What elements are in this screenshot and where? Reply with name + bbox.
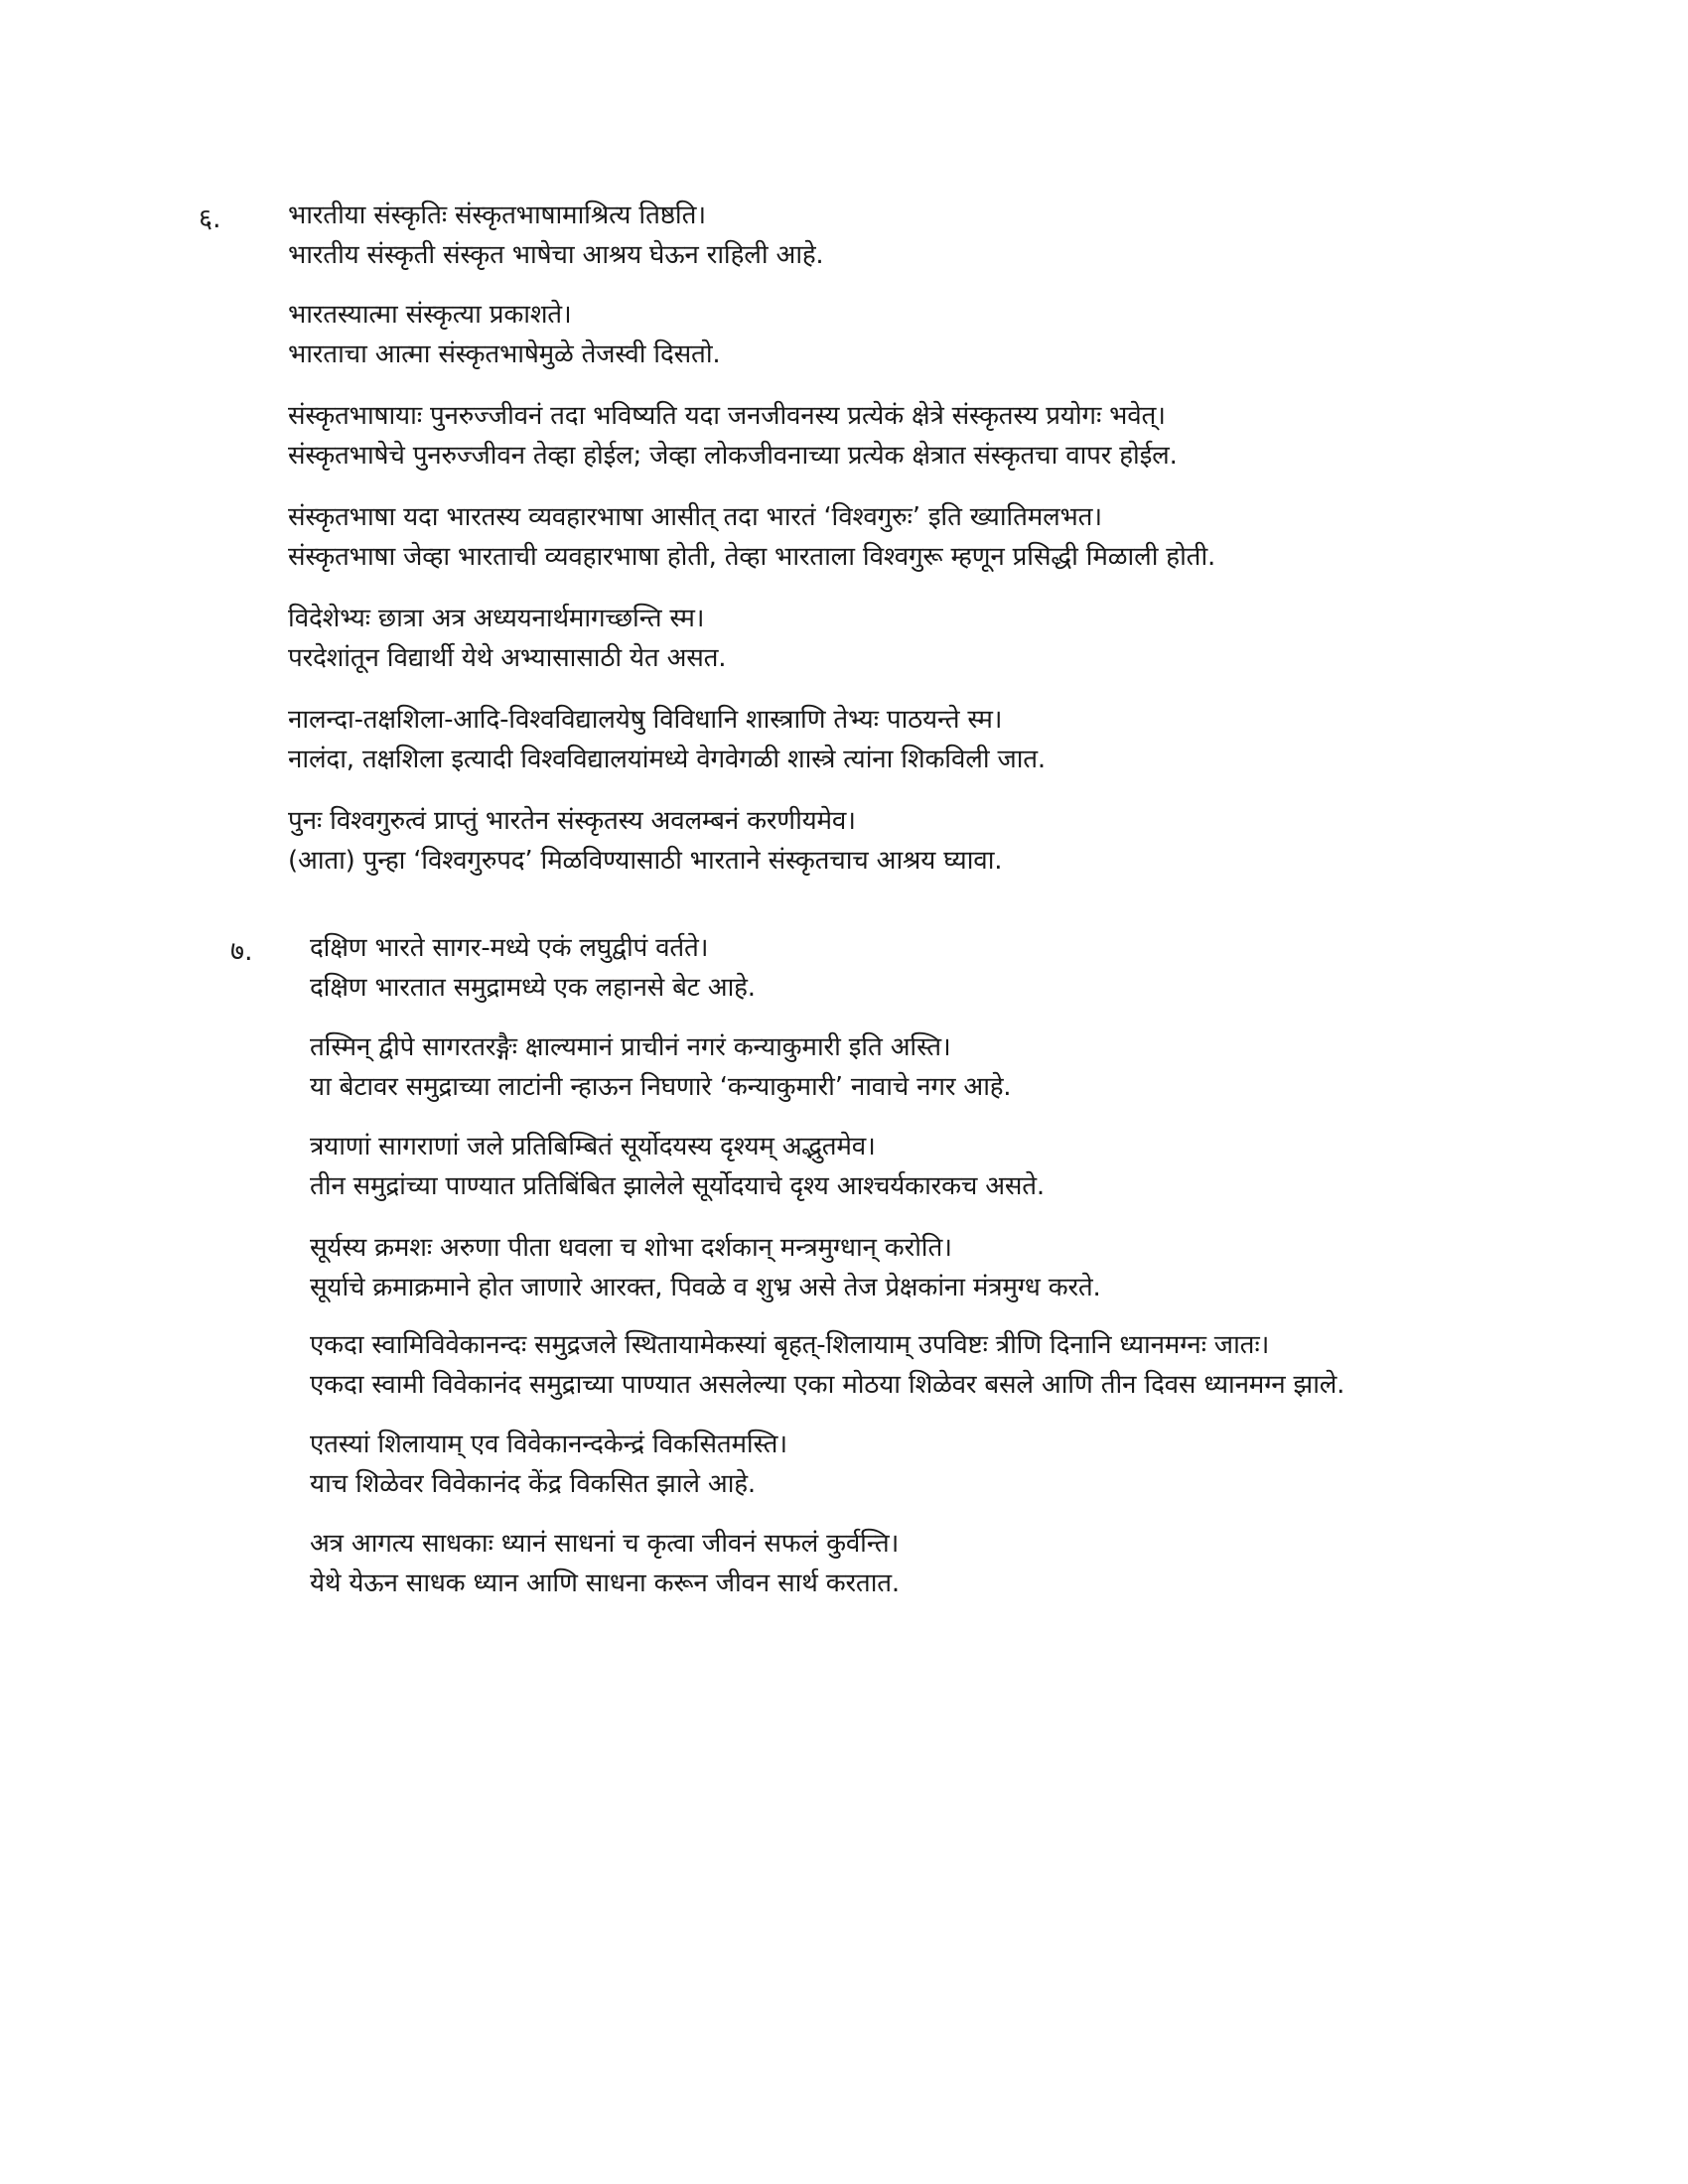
marathi-line: संस्कृतभाषा जेव्हा भारताची व्यवहारभाषा होती, तेव्हा भारताला विश्वगुरू म्हणून प्रसिद्धी मिळाली होती. xyxy=(288,542,1216,572)
marathi-line: एकदा स्वामी विवेकानंद समुद्राच्या पाण्यात असलेल्या एका मोठया शिळेवर बसले आणि तीन दिवस ध्यानमग्न झाले. xyxy=(310,1370,1345,1400)
section-number: ६. xyxy=(199,204,221,234)
marathi-line: भारतीय संस्कृती संस्कृत भाषेचा आश्रय घेऊन राहिली आहे. xyxy=(288,240,824,270)
sanskrit-line: विदेशेभ्यः छात्रा अत्र अध्ययनार्थमागच्छन्ति स्म। xyxy=(288,604,705,633)
sanskrit-line: भारतीया संस्कृतिः संस्कृतभाषामाश्रित्य तिष्ठति। xyxy=(288,201,706,230)
verse-pair xyxy=(310,933,1511,1005)
verse-pair xyxy=(310,1132,1511,1203)
marathi-line: दक्षिण भारतात समुद्रामध्ये एक लहानसे बेट आहे. xyxy=(310,973,756,1003)
verse-pair xyxy=(288,604,1489,675)
sanskrit-line: पुनः विश्वगुरुत्वं प्राप्तुं भारतेन संस्कृतस्य अवलम्बनं करणीयमेव। xyxy=(288,806,856,836)
marathi-line: तीन समुद्रांच्या पाण्यात प्रतिबिंबित झालेले सूर्योदयाचे दृश्य आश्चर्यकारकच असते. xyxy=(310,1171,1045,1201)
verse-pair xyxy=(288,806,1489,878)
marathi-line: येथे येऊन साधक ध्यान आणि साधना करून जीवन सार्थ करतात. xyxy=(310,1569,900,1598)
sanskrit-line: संस्कृतभाषायाः पुनरुज्जीवनं तदा भविष्यति यदा जनजीवनस्य प्रत्येकं क्षेत्रे संस्कृतस्य प्रयोगः भवेत्। xyxy=(288,401,1166,431)
verse-pair xyxy=(288,502,1489,574)
verse-pair xyxy=(288,201,1489,272)
sanskrit-line: नालन्दा-तक्षशिला-आदि-विश्वविद्यालयेषु विविधानि शास्त्राणि तेभ्यः पाठयन्ते स्म। xyxy=(288,705,1003,735)
marathi-line: भारताचा आत्मा संस्कृतभाषेमुळे तेजस्वी दिसतो. xyxy=(288,340,721,369)
verse-pair xyxy=(310,1529,1511,1600)
marathi-line: याच शिळेवर विवेकानंद केंद्र विकसित झाले आहे. xyxy=(310,1469,756,1499)
sanskrit-line: त्रयाणां सागराणां जले प्रतिबिम्बितं सूर्योदयस्य दृश्यम् अद्भुतमेव। xyxy=(310,1132,876,1161)
sanskrit-line: एकदा स्वामिविवेकानन्दः समुद्रजले स्थितायामेकस्यां बृहत्-शिलायाम् उपविष्टः त्रीणि दिनानि ध्यानमग्नः जातः। xyxy=(310,1330,1270,1360)
marathi-line: परदेशांतून विद्यार्थी येथे अभ्यासासाठी येत असत. xyxy=(288,643,727,673)
sanskrit-line: अत्र आगत्य साधकाः ध्यानं साधनां च कृत्वा जीवनं सफलं कुर्वन्ति। xyxy=(310,1529,900,1559)
verse-pair xyxy=(288,300,1489,371)
sanskrit-line: दक्षिण भारते सागर-मध्ये एकं लघुद्वीपं वर्तते। xyxy=(310,933,709,963)
sanskrit-line: संस्कृतभाषा यदा भारतस्य व्यवहारभाषा आसीत् तदा भारतं ‘विश्वगुरुः’ इति ख्यातिमलभत। xyxy=(288,502,1102,532)
verse-pair xyxy=(310,1330,1511,1402)
sanskrit-line: सूर्यस्य क्रमशः अरुणा पीता धवला च शोभा दर्शकान् मन्त्रमुग्धान् करोति। xyxy=(310,1233,952,1263)
marathi-line: या बेटावर समुद्राच्या लाटांनी न्हाऊन निघणारे ‘कन्याकुमारी’ नावाचे नगर आहे. xyxy=(310,1072,1012,1102)
verse-pair xyxy=(310,1233,1511,1304)
verse-pair xyxy=(288,705,1489,776)
marathi-line: नालंदा, तक्षशिला इत्यादी विश्वविद्यालयांमध्ये वेगवेगळी शास्त्रे त्यांना शिकविली जात. xyxy=(288,745,1046,774)
sanskrit-line: एतस्यां शिलायाम् एव विवेकानन्दकेन्द्रं विकसितमस्ति। xyxy=(310,1430,787,1459)
marathi-line: (आता) पुन्हा ‘विश्वगुरुपद’ मिळविण्यासाठी भारताने संस्कृतचाच आश्रय घ्यावा. xyxy=(288,846,1003,876)
verse-pair xyxy=(310,1032,1511,1104)
marathi-line: संस्कृतभाषेचे पुनरुज्जीवन तेव्हा होईल; जेव्हा लोकजीवनाच्या प्रत्येक क्षेत्रात संस्कृतचा वापर होईल. xyxy=(288,441,1178,471)
section-number: ७. xyxy=(230,936,253,967)
verse-pair xyxy=(310,1430,1511,1501)
marathi-line: सूर्याचे क्रमाक्रमाने होत जाणारे आरक्त, पिवळे व शुभ्र असे तेज प्रेक्षकांना मंत्रमुग्ध करते. xyxy=(310,1273,1101,1302)
sanskrit-line: तस्मिन् द्वीपे सागरतरङ्गैः क्षाल्यमानं प्राचीनं नगरं कन्याकुमारी इति अस्ति। xyxy=(310,1032,951,1062)
sanskrit-line: भारतस्यात्मा संस्कृत्या प्रकाशते। xyxy=(288,300,572,330)
verse-pair xyxy=(288,401,1489,473)
